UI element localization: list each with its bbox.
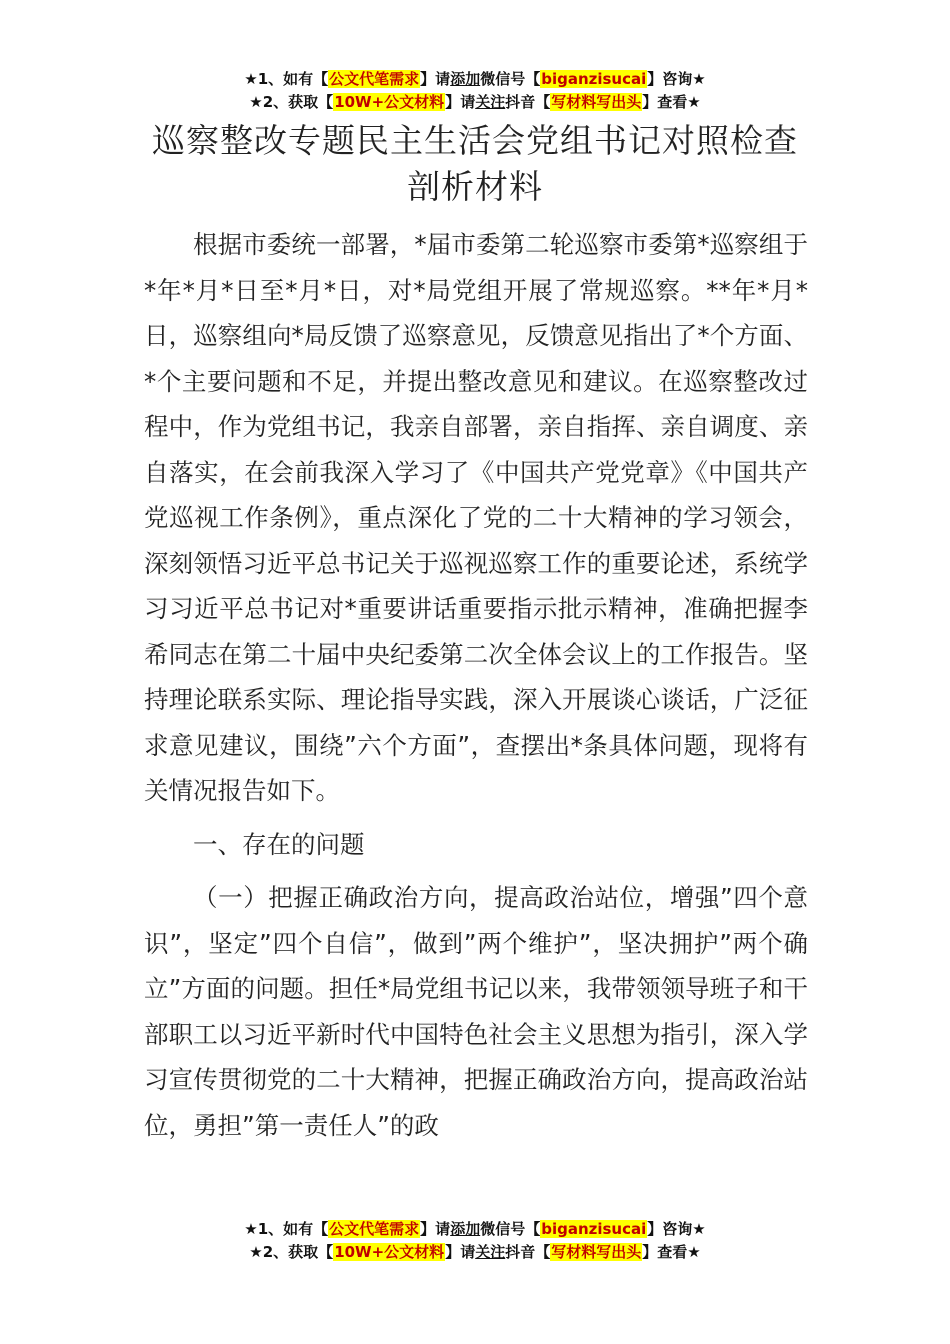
promo-text: ★1、如有【 <box>244 70 329 88</box>
promo-line-2 <box>0 1241 950 1264</box>
promo-underlined-text: 添加 <box>450 1220 481 1238</box>
promo-text: 】请 <box>420 70 451 88</box>
document-title-line-2: 剖析材料 <box>407 167 543 206</box>
section-heading: 一、存在的问题 <box>193 829 365 859</box>
promo-line-1 <box>0 68 950 91</box>
promo-text: 】查看★ <box>642 1243 701 1261</box>
promo-text: 】咨询★ <box>647 1220 706 1238</box>
promo-underlined-text: 关注 <box>475 93 506 111</box>
promo-highlight: 写材料写出头 <box>551 1243 642 1261</box>
document-title-line-1: 巡察整改专题民主生活会党组书记对照检查 <box>152 121 798 160</box>
promo-banner-bottom <box>0 1218 950 1264</box>
document-body <box>144 222 808 1148</box>
promo-highlight: 10W+公文材料 <box>334 1243 445 1261</box>
promo-text: ★2、获取【 <box>249 1243 334 1261</box>
section-paragraph: （一）把握正确政治方向，提高政治站位，增强”四个意识”，坚定”四个自信”，做到”两个维护”，坚决拥护”两个确立”方面的问题。担任*局党组书记以来，我带领领导班子和干部职工以习近平新时代中国特色社会主义思想为指引，深入学习宣传贯彻党的二十大精神，把握正确政治方向，提高政治站位，勇担”第一责任人”的政 <box>144 883 808 1140</box>
promo-highlight: biganzisucai <box>541 1220 647 1238</box>
promo-text: 微信号【 <box>480 70 541 88</box>
intro-paragraph: 根据市委统一部署，*届市委第二轮巡察市委第*巡察组于*年*月*日至*月*日，对*局党组开展了常规巡察。**年*月*日，巡察组向*局反馈了巡察意见，反馈意见指出了*个方面、*个主要问题和不足，并提出整改意见和建议。在巡察整改过程中，作为党组书记，我亲自部署，亲自指挥、亲自调度、亲自落实，在会前我深入学习了《中国共产党党章》《中国共产党巡视工作条例》，重点深化了党的二十大精神的学习领会，深刻领悟习近平总书记关于巡视巡察工作的重要论述，系统学习习近平总书记对*重要讲话重要指示批示精神，准确把握李希同志在第二十届中央纪委第二次全体会议上的工作报告。坚持理论联系实际、理论指导实践，深入开展谈心谈话，广泛征求意见建议，围绕”六个方面”，查摆出*条具体问题，现将有关情况报告如下。 <box>144 230 808 805</box>
promo-text: 抖音【 <box>505 93 551 111</box>
promo-banner-top <box>0 68 950 114</box>
promo-text: ★1、如有【 <box>244 1220 329 1238</box>
promo-text: 】查看★ <box>642 93 701 111</box>
promo-text: ★2、获取【 <box>249 93 334 111</box>
promo-text: 】请 <box>445 93 476 111</box>
promo-highlight: 写材料写出头 <box>551 93 642 111</box>
promo-highlight: 公文代笔需求 <box>329 70 420 88</box>
promo-highlight: biganzisucai <box>541 70 647 88</box>
promo-highlight: 公文代笔需求 <box>329 1220 420 1238</box>
promo-text: 抖音【 <box>505 1243 551 1261</box>
promo-line-2 <box>0 91 950 114</box>
promo-underlined-text: 关注 <box>475 1243 506 1261</box>
promo-text: 】咨询★ <box>647 70 706 88</box>
promo-text: 】请 <box>445 1243 476 1261</box>
document-title <box>140 118 810 210</box>
promo-line-1 <box>0 1218 950 1241</box>
promo-text: 微信号【 <box>480 1220 541 1238</box>
promo-underlined-text: 添加 <box>450 70 481 88</box>
promo-highlight: 10W+公文材料 <box>334 93 445 111</box>
promo-text: 】请 <box>420 1220 451 1238</box>
